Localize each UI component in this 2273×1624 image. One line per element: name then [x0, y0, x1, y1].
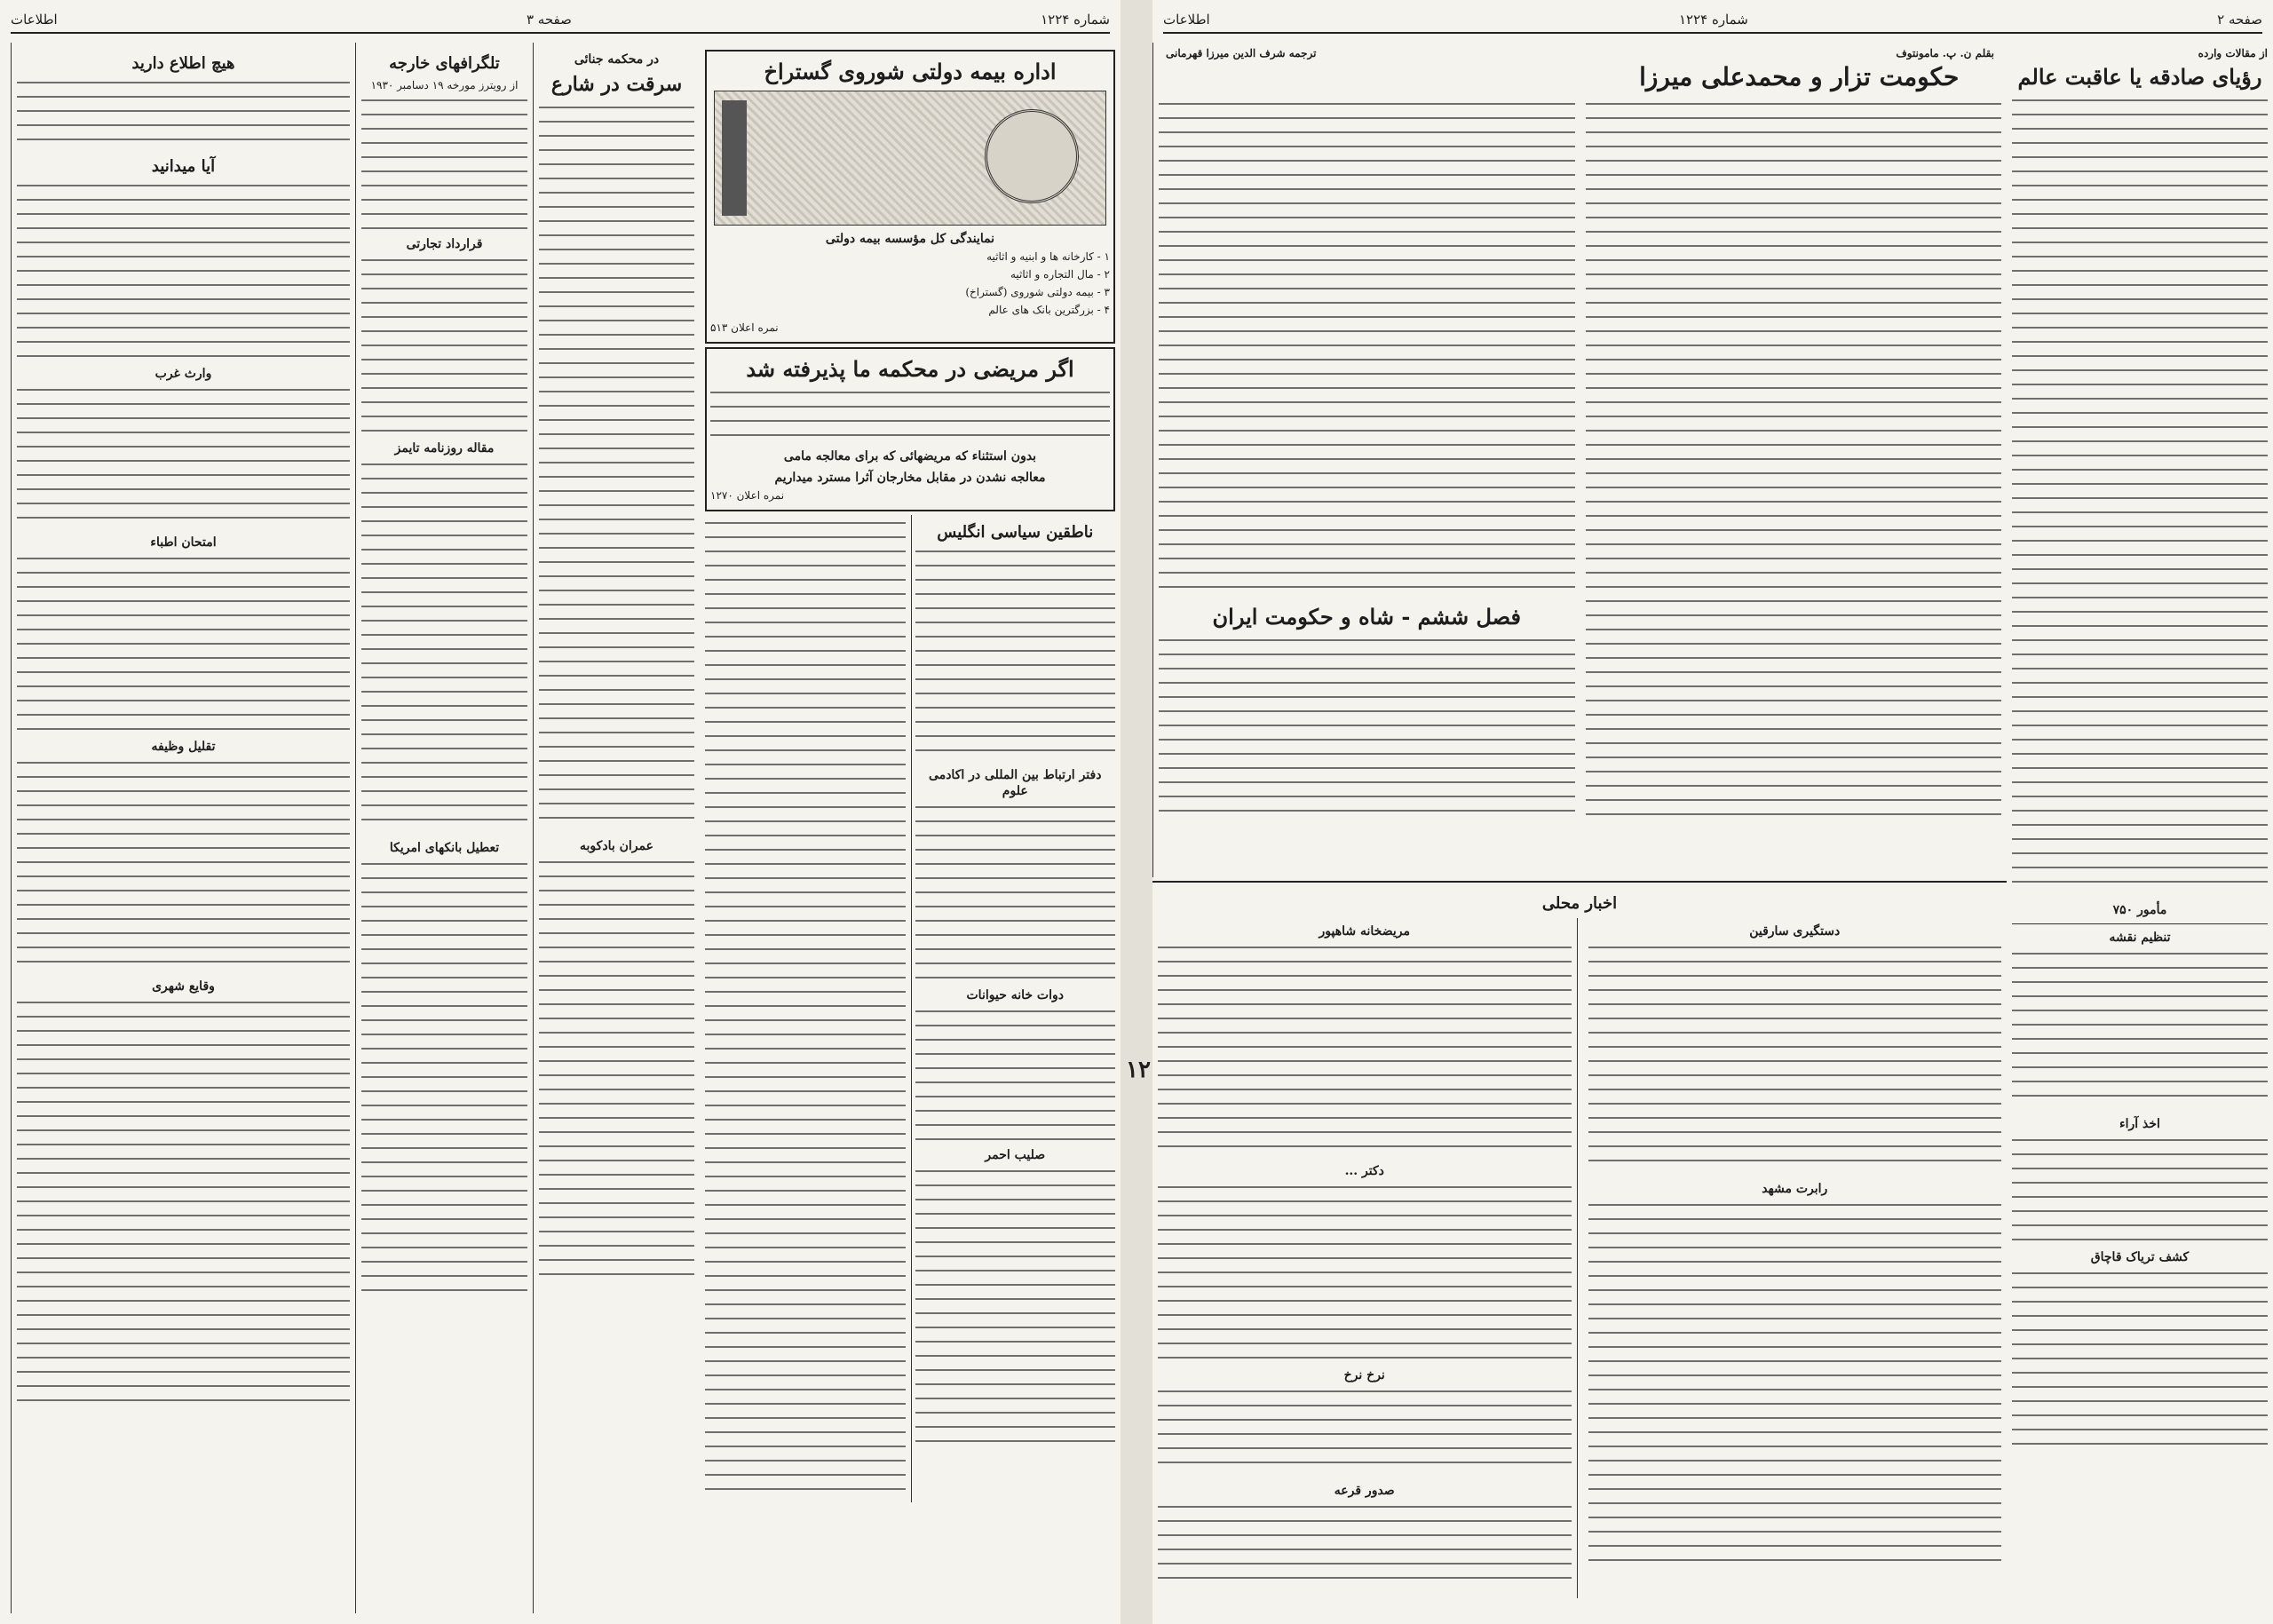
header-paper-name: اطلاعات	[11, 12, 58, 28]
column-local-news	[1152, 881, 2007, 1613]
domestic-heading: در محکمه جنائی	[574, 52, 660, 67]
clinic-ad-number: نمره اعلان ۱۲۷۰	[710, 489, 785, 502]
did-you-know-section-4: تقلیل وظیفه	[151, 740, 216, 754]
did-you-know-section-1: آیا میدانید	[151, 157, 216, 176]
domestic-section-1: عمران بادکوبه	[580, 839, 653, 853]
local-section-5: نرخ نرخ	[1343, 1368, 1385, 1382]
political-section-1: دفتر ارتباط بین المللی در اکادمی علوم	[929, 768, 1102, 798]
local-news-heading: اخبار محلی	[1541, 894, 1618, 913]
ad-item-4: ۴ - بزرگترین بانک های عالم	[988, 304, 1110, 316]
left-page-header	[11, 7, 1110, 34]
ad-item-2: ۲ - مال التجاره و اثاثیه	[1010, 268, 1110, 281]
dream-section-2: تنظیم نقشه	[2109, 931, 2171, 945]
local-section-4: دکتر ...	[1344, 1164, 1384, 1178]
telegrams-section-3: تعطیل بانکهای امریکا	[389, 841, 500, 855]
tsar-subheading: فصل ششم - شاه و حکومت ایران	[1212, 604, 1521, 630]
right-newspaper-page	[1152, 0, 2273, 1624]
local-section-3: مریضخانه شاهپور	[1319, 924, 1410, 939]
byline: بقلم ن. پ. مامونتوف	[1896, 47, 1994, 59]
section-label: از مقالات وارده	[2198, 47, 2268, 59]
ad-number: نمره اعلان ۵۱۳	[710, 321, 779, 334]
telegrams-subheading: از رویترز مورخه ۱۹ دسامبر ۱۹۳۰	[370, 79, 519, 91]
political-heading: ناطقین سیاسی انگلیس	[937, 523, 1094, 542]
header-issue: شماره ۱۲۲۴	[1041, 12, 1110, 28]
column-did-you-know	[11, 43, 355, 1613]
dream-section-3: اخذ آراء	[2119, 1117, 2160, 1131]
local-section-6: صدور قرعه	[1334, 1484, 1395, 1498]
header-page: صفحه ۲	[2217, 12, 2262, 28]
column-telegrams	[355, 43, 533, 1613]
page-number: ۱۲	[1126, 1057, 1151, 1083]
clinic-subheading: بدون استثناء که مریضهائی که برای معالجه مامی	[783, 449, 1037, 463]
column-insurance	[700, 43, 1121, 1613]
dream-section-4: کشف تریاک قاچاق	[2090, 1250, 2190, 1264]
column-political	[911, 515, 1116, 1502]
local-section-1: دستگیری سارقین	[1749, 924, 1841, 939]
column-general	[705, 515, 906, 1502]
clinic-note: معالجه نشدن در مقابل مخارجان آثرا مسترد میداریم	[774, 471, 1046, 485]
did-you-know-section-2: وارث غرب	[154, 367, 212, 381]
column-domestic	[533, 43, 700, 1613]
telegrams-section-1: قرارداد تجارتی	[406, 237, 483, 251]
ad-item-3: ۳ - بیمه دولتی شوروی (گستراخ)	[965, 286, 1110, 298]
clinic-ad	[705, 347, 1115, 511]
column-dream	[2007, 43, 2273, 1613]
domestic-title: سرقت در شارع	[550, 73, 683, 96]
did-you-know-section-3: امتحان اطباء	[150, 535, 217, 550]
tsar-heading: حکومت تزار و محمدعلی میرزا	[1639, 62, 1960, 91]
political-section-3: صلیب احمر	[985, 1148, 1046, 1162]
telegrams-section-2: مقاله روزنامه تایمز	[394, 441, 495, 456]
did-you-know-heading: هیچ اطلاع دارید	[131, 54, 235, 73]
dream-heading: رؤیای صادقه یا عاقبت عالم	[2017, 64, 2262, 90]
header-paper-name: اطلاعات	[1163, 12, 1210, 28]
header-page: صفحه ۳	[526, 12, 572, 28]
ad-item-1: ۱ - کارخانه ها و ابنیه و اثاثیه	[986, 250, 1110, 263]
translator: ترجمه شرف الدین میرزا قهرمانی	[1166, 47, 1317, 59]
dream-section-1: مأمور ۷۵۰	[2112, 903, 2167, 917]
telegrams-heading: تلگرافهای خارجه	[389, 54, 500, 73]
clinic-heading: اگر مریضی در محکمه ما پذیرفته شد	[746, 356, 1074, 382]
header-issue: شماره ۱۲۲۴	[1678, 12, 1748, 28]
ad-intro: نمایندگی کل مؤسسه بیمه دولتی	[825, 232, 995, 246]
left-newspaper-page	[0, 0, 1121, 1624]
ad-heading: اداره بیمه دولتی شوروی گستراخ	[764, 59, 1057, 84]
right-page-header	[1163, 7, 2262, 34]
local-section-2: رابرت مشهد	[1762, 1182, 1828, 1196]
did-you-know-section-5: وقایع شهری	[152, 979, 215, 994]
column-tsar	[1152, 43, 2007, 877]
insurance-ad	[705, 50, 1115, 344]
page-gutter	[1121, 0, 1152, 1624]
political-section-2: دوات خانه حیوانات	[966, 988, 1064, 1002]
insurance-emblem	[714, 91, 1106, 226]
